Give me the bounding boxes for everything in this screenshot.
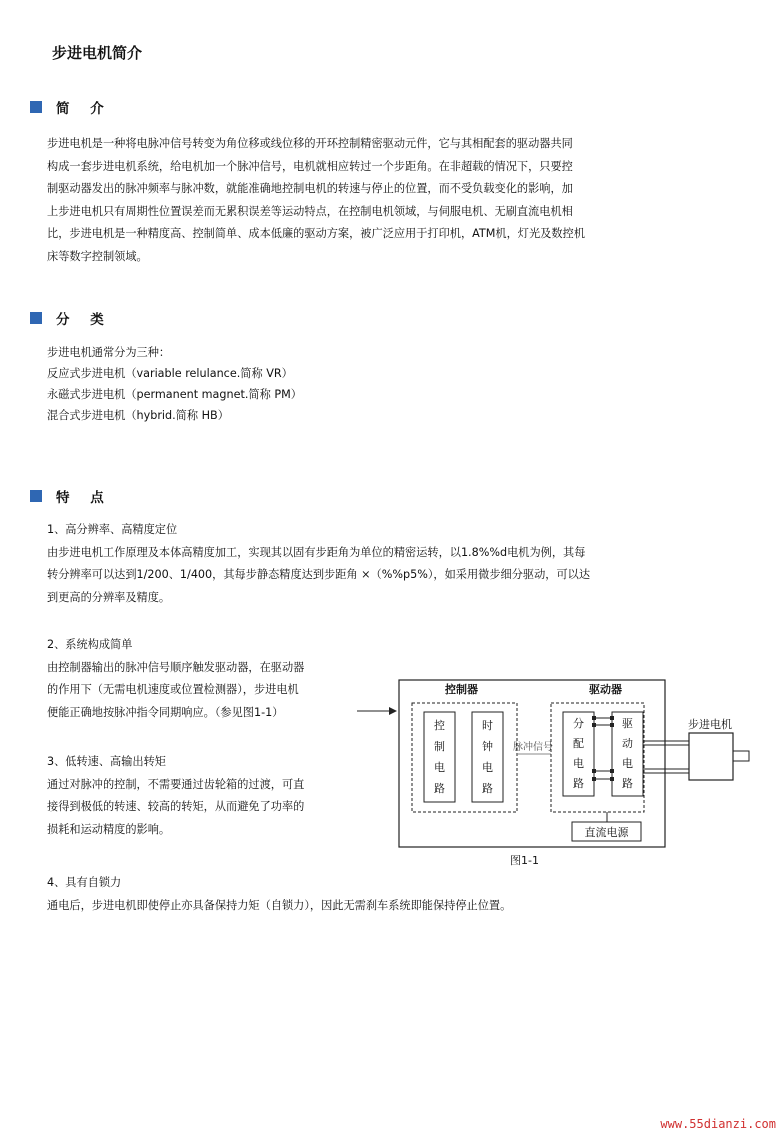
- footer-watermark-url: www.55dianzi.com: [660, 1117, 776, 1131]
- clock-circuit-char: 时: [482, 719, 493, 732]
- distribution-circuit-char: 电: [573, 757, 584, 770]
- feature-item-4: 4、具有自锁力 通电后，步进电机即使停止亦具备保持力矩（自锁力），因此无需刹车系统即能保持停止位置。: [47, 876, 512, 912]
- classification-list: 步进电机通常分为三种： 反应式步进电机（variable relulance.简称 VR） 永磁式步进电机（permanent magnet.简称 PM） 混合式步进电机（hybrid.简称 HB）: [47, 346, 302, 422]
- drive-circuit-char: 驱: [622, 717, 633, 730]
- controller-label: 控制器: [445, 683, 478, 696]
- control-circuit-char: 路: [434, 782, 445, 795]
- feature-item-2: 2、系统构成简单 由控制器输出的脉冲信号顺序触发驱动器，在驱动器 的作用下（无需电机速度或位置检测器），步进电机 便能正确地按脉冲指令同期响应。（参见图1-1）: [47, 638, 305, 719]
- feature-item-3: 3、低转速、高输出转矩 通过对脉冲的控制，不需要通过齿轮箱的过渡，可直 接得到极低的转速、较高的转矩，从而避免了功率的 损耗和运动精度的影响。: [47, 755, 305, 836]
- clock-circuit-char: 电: [482, 761, 493, 774]
- stepper-motor-body: [689, 733, 733, 780]
- stepper-system-diagram: [355, 673, 775, 873]
- drive-circuit-char: 动: [622, 737, 633, 750]
- controller-box: [412, 703, 517, 812]
- figure-caption: 图1-1: [510, 854, 539, 867]
- driver-label: 驱动器: [589, 683, 622, 696]
- square-bullet-icon: [30, 312, 42, 324]
- motor-shaft: [733, 751, 749, 761]
- square-bullet-icon: [30, 490, 42, 502]
- square-bullet-icon: [30, 101, 42, 113]
- motor-label: 步进电机: [688, 718, 732, 731]
- drive-circuit-char: 路: [622, 777, 633, 790]
- clock-circuit-char: 钟: [482, 740, 493, 753]
- section-heading-classification: 分 类: [30, 308, 112, 328]
- intro-paragraph: 步进电机是一种将电脉冲信号转变为角位移或线位移的开环控制精密驱动元件，它与其相配套的驱动器共同 构成一套步进电机系统，给电机加一个脉冲信号，电机就相应转过一个步距角。在非超载的情况下，只要控 制驱动器发出的脉冲频率与脉冲数，就能准确地控制电机的转速与停止的位置，而不受负载变化的影响，加 上步进电机只有周期性位置误差而无累积误差等运动特点，在控制电机领域，与伺服电机、无刷直流电机相 比，步进电机是一种精度高、控制简单、成本低廉的驱动方案，被广泛应用于打印机，ATM机，灯光及数控机 床等数字控制领域。: [47, 137, 585, 263]
- page-title: 步进电机简介: [52, 44, 143, 62]
- pulse-signal-label: 脉冲信号: [513, 742, 553, 753]
- section-heading-features: 特 点: [30, 486, 112, 506]
- section-heading-intro: 简 介: [30, 97, 112, 117]
- clock-circuit-char: 路: [482, 782, 493, 795]
- feature-item-1: 1、高分辨率、高精度定位 由步进电机工作原理及本体高精度加工，实现其以固有步距角为单位的精密运转，以1.8%%d电机为例，其每 转分辨率可以达到1/200、1/400，其每步静态精度达到步距角 ×（%%p5%），如采用微步细分驱动，可以达 到更高的分辨率及精度。: [47, 523, 591, 604]
- input-arrow-icon: [357, 707, 397, 715]
- dc-power-label: 直流电源: [584, 826, 629, 839]
- distribution-circuit-char: 配: [573, 737, 584, 750]
- control-circuit-char: 电: [434, 761, 445, 774]
- distribution-circuit-char: 路: [573, 777, 584, 790]
- control-circuit-char: 控: [434, 719, 445, 732]
- distribution-circuit-char: 分: [573, 717, 584, 730]
- drive-circuit-char: 电: [622, 757, 633, 770]
- control-circuit-char: 制: [434, 740, 445, 753]
